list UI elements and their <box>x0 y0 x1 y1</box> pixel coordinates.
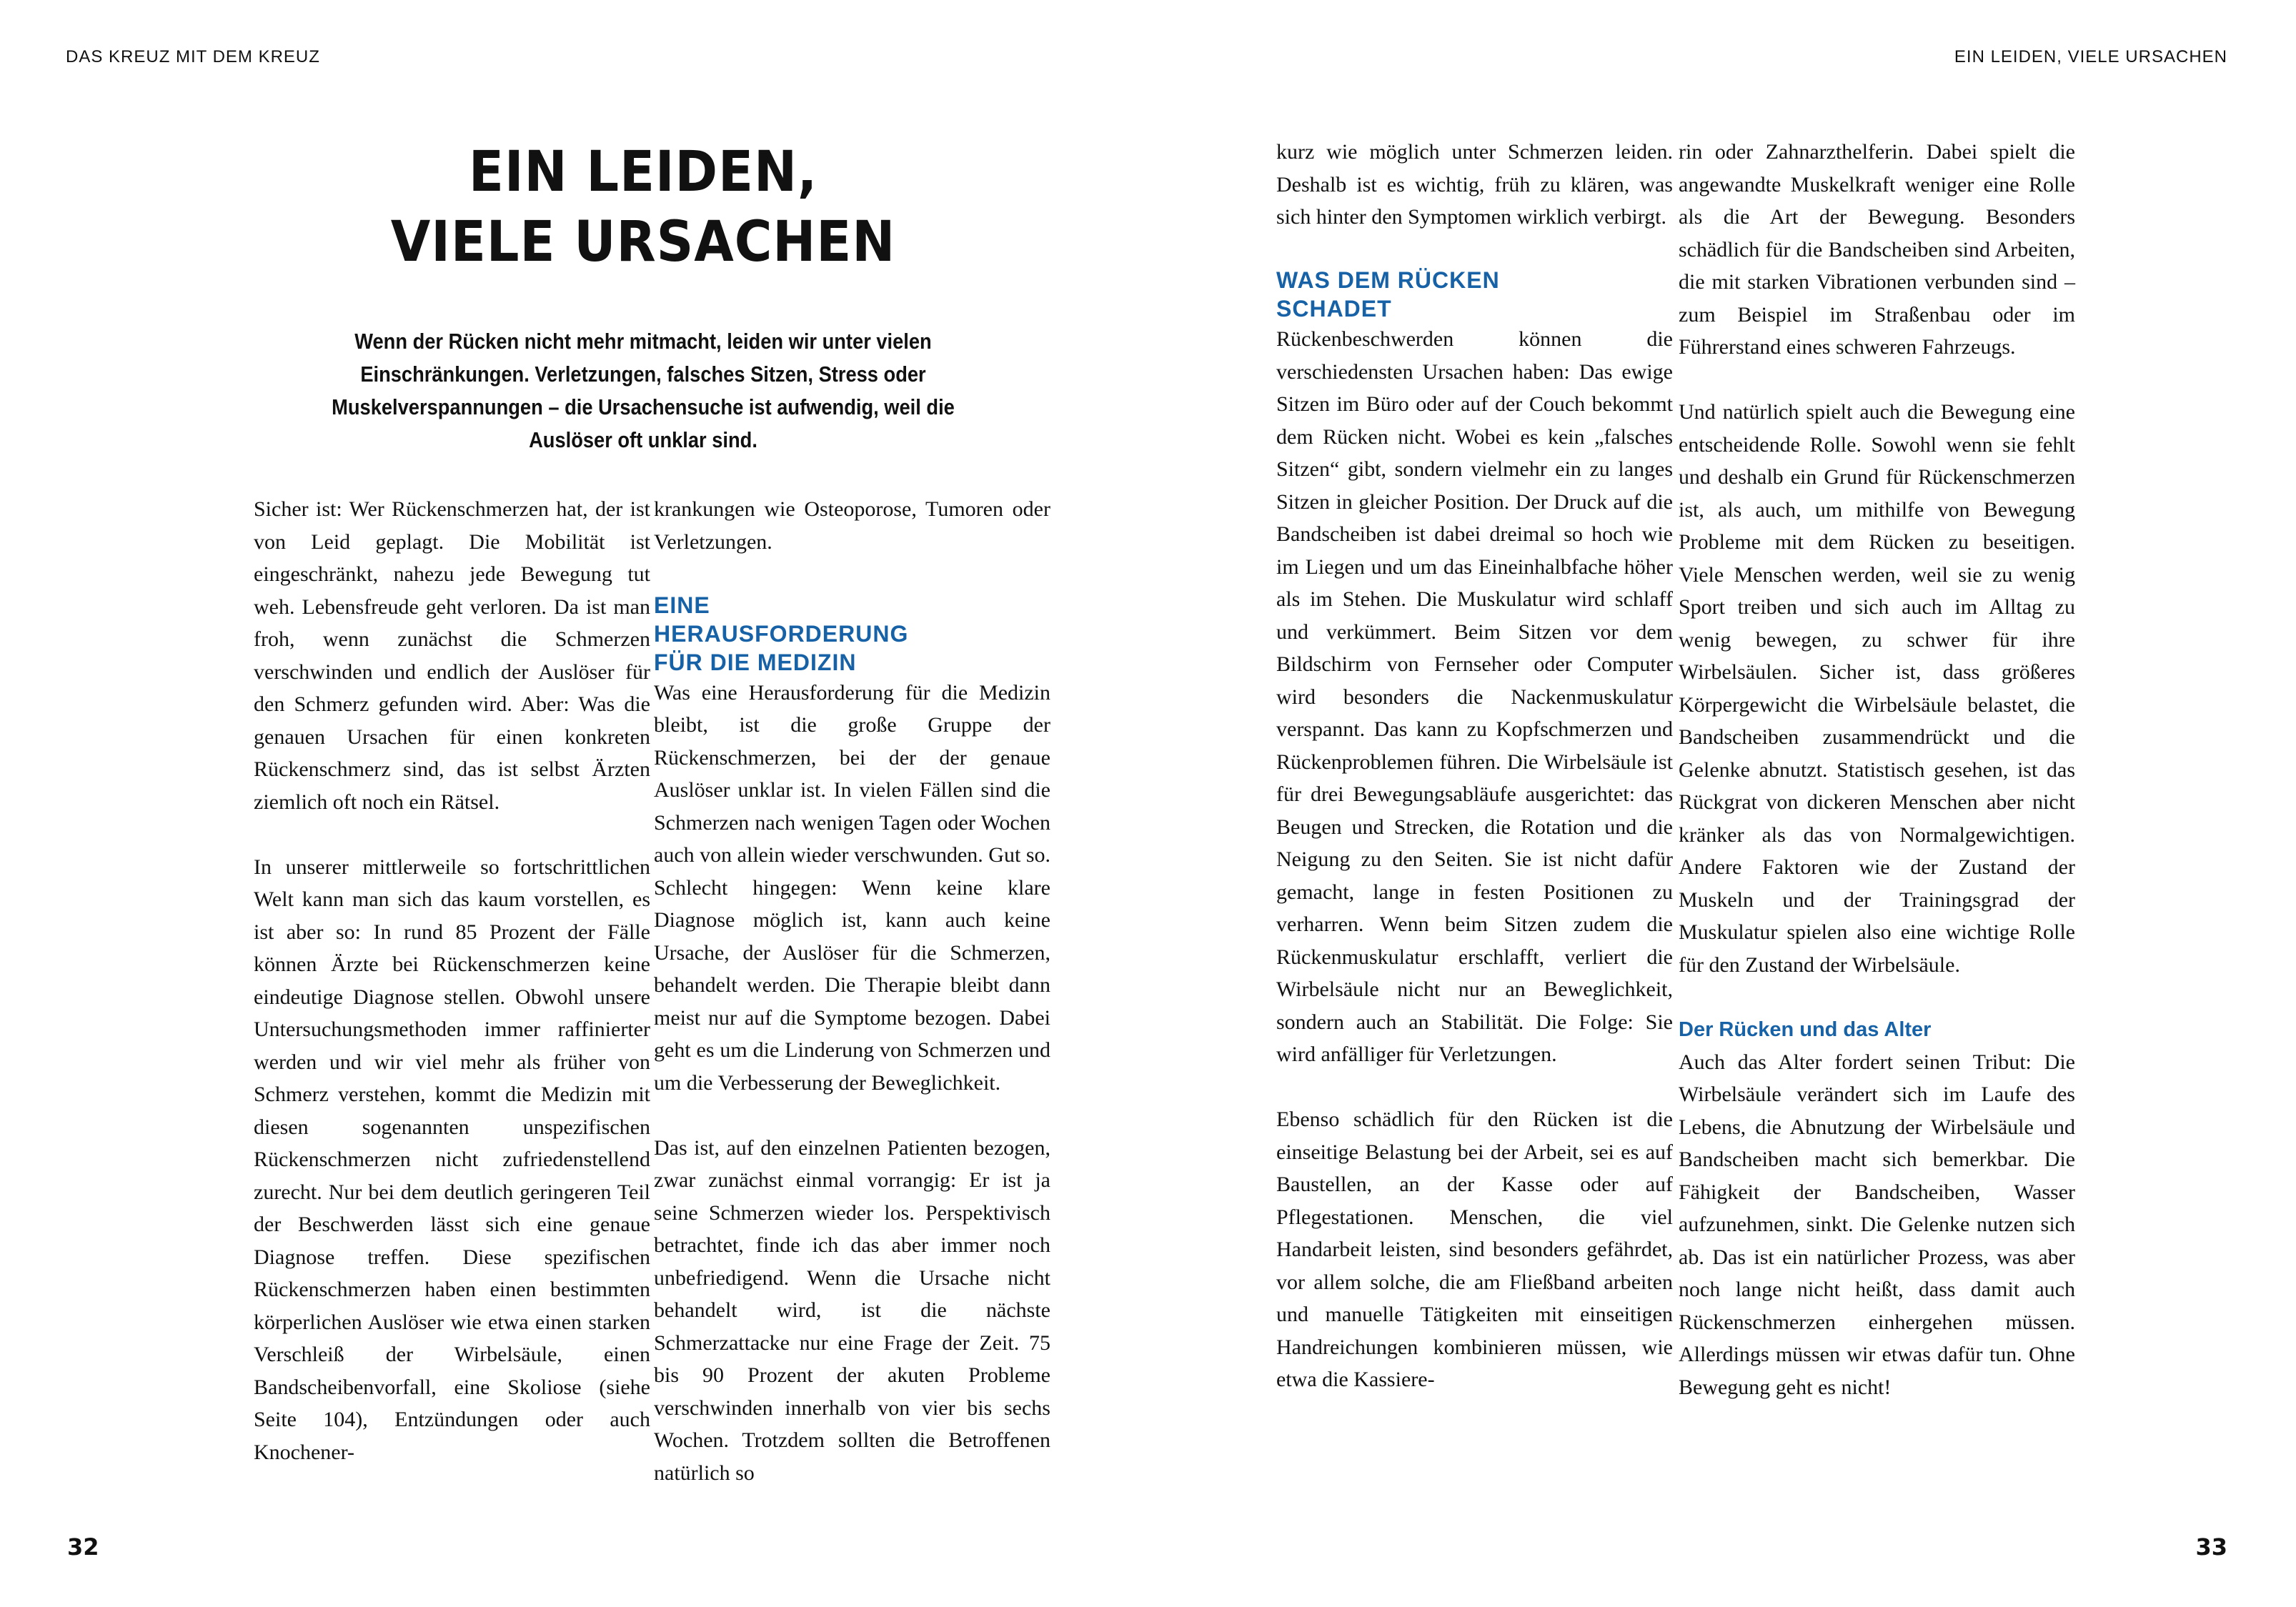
column-3 <box>1276 136 1673 1396</box>
page-number-left: 32 <box>67 1533 99 1561</box>
column-4 <box>1679 136 2075 1403</box>
running-head-left: DAS KREUZ MIT DEM KREUZ <box>66 47 320 66</box>
paragraph: Was eine Herausforderung für die Medizin bleibt, ist die große Gruppe der Rückenschmerzen, bei der der genaue Auslöser unklar ist. In vielen Fällen sind die Schmerzen nach wenigen Tagen oder Wochen auch von allein wieder verschwunden. Gut so. Schlecht hingegen: Wenn keine klare Diagnose möglich ist, kann auch keine Ursache, der Auslöser für die Schmerzen, behandelt werden. Die Therapie bleibt dann meist nur auf die Symptome bezogen. Dabei geht es um die Linderung von Schmerzen und um die Verbesserung der Beweglichkeit. <box>654 680 1050 1095</box>
column-2 <box>654 493 1050 1489</box>
section-heading-schadet: WAS DEM RÜCKEN SCHADET <box>1276 267 1500 322</box>
running-head-right: EIN LEIDEN, VIELE URSACHEN <box>1954 47 2227 66</box>
paragraph: kurz wie möglich unter Schmerzen leiden. Deshalb ist es wichtig, früh zu klären, was sich hinter den Symptomen wirklich verbirgt. <box>1276 140 1673 229</box>
paragraph: Sicher ist: Wer Rückenschmerzen hat, der ist von Leid geplagt. Die Mobilität ist eingeschränkt, nahezu jede Bewegung tut weh. Lebensfreude geht verloren. Da ist man froh, wenn zunächst die Schmerzen verschwinden und endlich der Auslöser für den Schmerz gefunden wird. Aber: Was die genauen Ursachen für einen konkreten Rückenschmerz sind, das ist selbst Ärzten ziemlich oft noch ein Rätsel. <box>254 497 650 814</box>
paragraph: Ebenso schädlich für den Rücken ist die einseitige Belastung bei der Arbeit, sei es auf Baustellen, an der Kasse oder auf Pflegestationen. Menschen, die viel Handarbeit leisten, sind besonders gefährdet, vor allem solche, die am Fließband arbeiten und manuelle Tätigkeiten mit einseitigen Handreichungen kombinieren müssen, wie etwa die Kassiere- <box>1276 1108 1673 1391</box>
title-line-1: EIN LEIDEN, <box>468 140 818 204</box>
page-title <box>275 137 1011 277</box>
column-1 <box>254 493 650 1468</box>
paragraph: Auch das Alter fordert seinen Tribut: Die Wirbelsäule verändert sich im Laufe des Lebens, die Abnutzung der Wirbelsäule und Bandscheiben macht sich bemerkbar. Die Fähigkeit der Bandscheiben, Wasser aufzunehmen, sinkt. Die Gelenke nutzen sich ab. Das ist ein natürlicher Prozess, was aber noch lange nicht heißt, dass damit auch Rückenschmerzen einhergehen müssen. Allerdings müssen wir etwas dafür tun. Ohne Bewegung geht es nicht! <box>1679 1050 2075 1399</box>
section-heading-herausforderung: EINE HERAUSFORDERUNG FÜR DIE MEDIZIN <box>654 592 909 675</box>
paragraph: In unserer mittlerweile so fortschrittlichen Welt kann man sich das kaum vorstellen, es ist aber so: In rund 85 Prozent der Fälle können Ärzte bei Rückenschmerzen keine eindeutige Diagnose stellen. Obwohl unsere Untersuchungsmethoden immer raffinierter werden und wir viel mehr als früher von Schmerz verstehen, kommt die Medizin mit diesen sogenannten unspezifischen Rückenschmerzen nicht zufriedenstellend zurecht. Nur bei dem deutlich geringeren Teil der Beschwerden lässt sich eine genaue Diagnose treffen. Diese spezifischen Rückenschmerzen haben einen bestimmten körperlichen Auslöser wie etwa einen starken Verschleiß der Wirbelsäule, einen Bandscheibenvorfall, eine Skoliose (siehe Seite 104), Entzündungen oder auch Knochener- <box>254 855 650 1464</box>
page-number-right: 33 <box>2195 1533 2227 1561</box>
title-line-2: VIELE URSACHEN <box>390 210 896 274</box>
paragraph: krankungen wie Osteoporose, Tumoren oder Verletzungen. <box>654 497 1050 554</box>
lead-paragraph: Wenn der Rücken nicht mehr mitmacht, leiden wir unter vielen Einschränkungen. Verletzungen, falsches Sitzen, Stress oder Muskelverspannungen – die Ursachensuche ist aufwendig, weil die Auslöser oft unklar sind. <box>332 329 955 452</box>
paragraph: Rückenbeschwerden können die verschiedensten Ursachen haben: Das ewige Sitzen im Büro oder auf der Couch bekommt dem Rücken nicht. Wobei es kein „falsches Sitzen“ gibt, sondern vielmehr ein zu langes Sitzen in gleicher Position. Der Druck auf die Bandscheiben ist dabei dreimal so hoch wie im Liegen und um das Eineinhalbfache höher als im Stehen. Die Muskulatur wird schlaff und verkümmert. Beim Sitzen vor dem Bildschirm von Fernseher oder Computer wird besonders die Nackenmuskulatur verspannt. Das kann zu Kopfschmerzen und Rückenproblemen führen. Die Wirbelsäule ist für drei Bewegungsabläufe ausgerichtet: das Beugen und Strecken, die Rotation und die Neigung zu den Seiten. Sie ist nicht dafür gemacht, lange in festen Positionen zu verharren. Wenn beim Sitzen zudem die Rückenmuskulatur erschlafft, verliert die Wirbelsäule nicht nur an Beweglichkeit, sondern auch an Stabilität. Die Folge: Sie wird anfälliger für Verletzungen. <box>1276 327 1673 1066</box>
paragraph: Das ist, auf den einzelnen Patienten bezogen, zwar zunächst einmal vorrangig: Er ist ja seine Schmerzen wieder los. Perspektivisch betrachtet, finde ich das aber immer noch unbefriedigend. Wenn die Ursache nicht behandelt wird, ist die nächste Schmerzattacke nur eine Frage der Zeit. 75 bis 90 Prozent der akuten Probleme verschwinden innerhalb von vier bis sechs Wochen. Trotzdem sollten die Betroffenen natürlich so <box>654 1135 1050 1485</box>
paragraph: Und natürlich spielt auch die Bewegung eine entscheidende Rolle. Sowohl wenn sie fehlt und deshalb ein Grund für Rückenschmerzen ist, als auch, um mithilfe von Bewegung Probleme mit dem Rücken zu beseitigen. Viele Menschen werden, weil sie zu wenig Sport treiben und sich auch im Alltag zu wenig bewegen, zu schwer für ihre Wirbelsäulen. Sicher ist, dass größeres Körpergewicht die Wirbelsäule belastet, die Bandscheiben zusammendrückt und die Gelenke abnutzt. Statistisch gesehen, ist das Rückgrat von dickeren Menschen aber nicht kränker als das von Normalgewichtigen. Andere Faktoren wie der Zustand der Muskeln und der Trainingsgrad der Muskulatur spielen also eine wichtige Rolle für den Zustand der Wirbelsäule. <box>1679 400 2075 977</box>
paragraph: rin oder Zahnarzthelferin. Dabei spielt die angewandte Muskelkraft weniger eine Rolle als die Art der Bewegung. Besonders schädlich für die Bandscheiben sind Arbeiten, die mit starken Vibrationen verbunden sind – zum Beispiel im Straßenbau oder im Führerstand eines schweren Fahrzeugs. <box>1679 140 2075 359</box>
subheading-alter: Der Rücken und das Alter <box>1679 1018 1932 1041</box>
